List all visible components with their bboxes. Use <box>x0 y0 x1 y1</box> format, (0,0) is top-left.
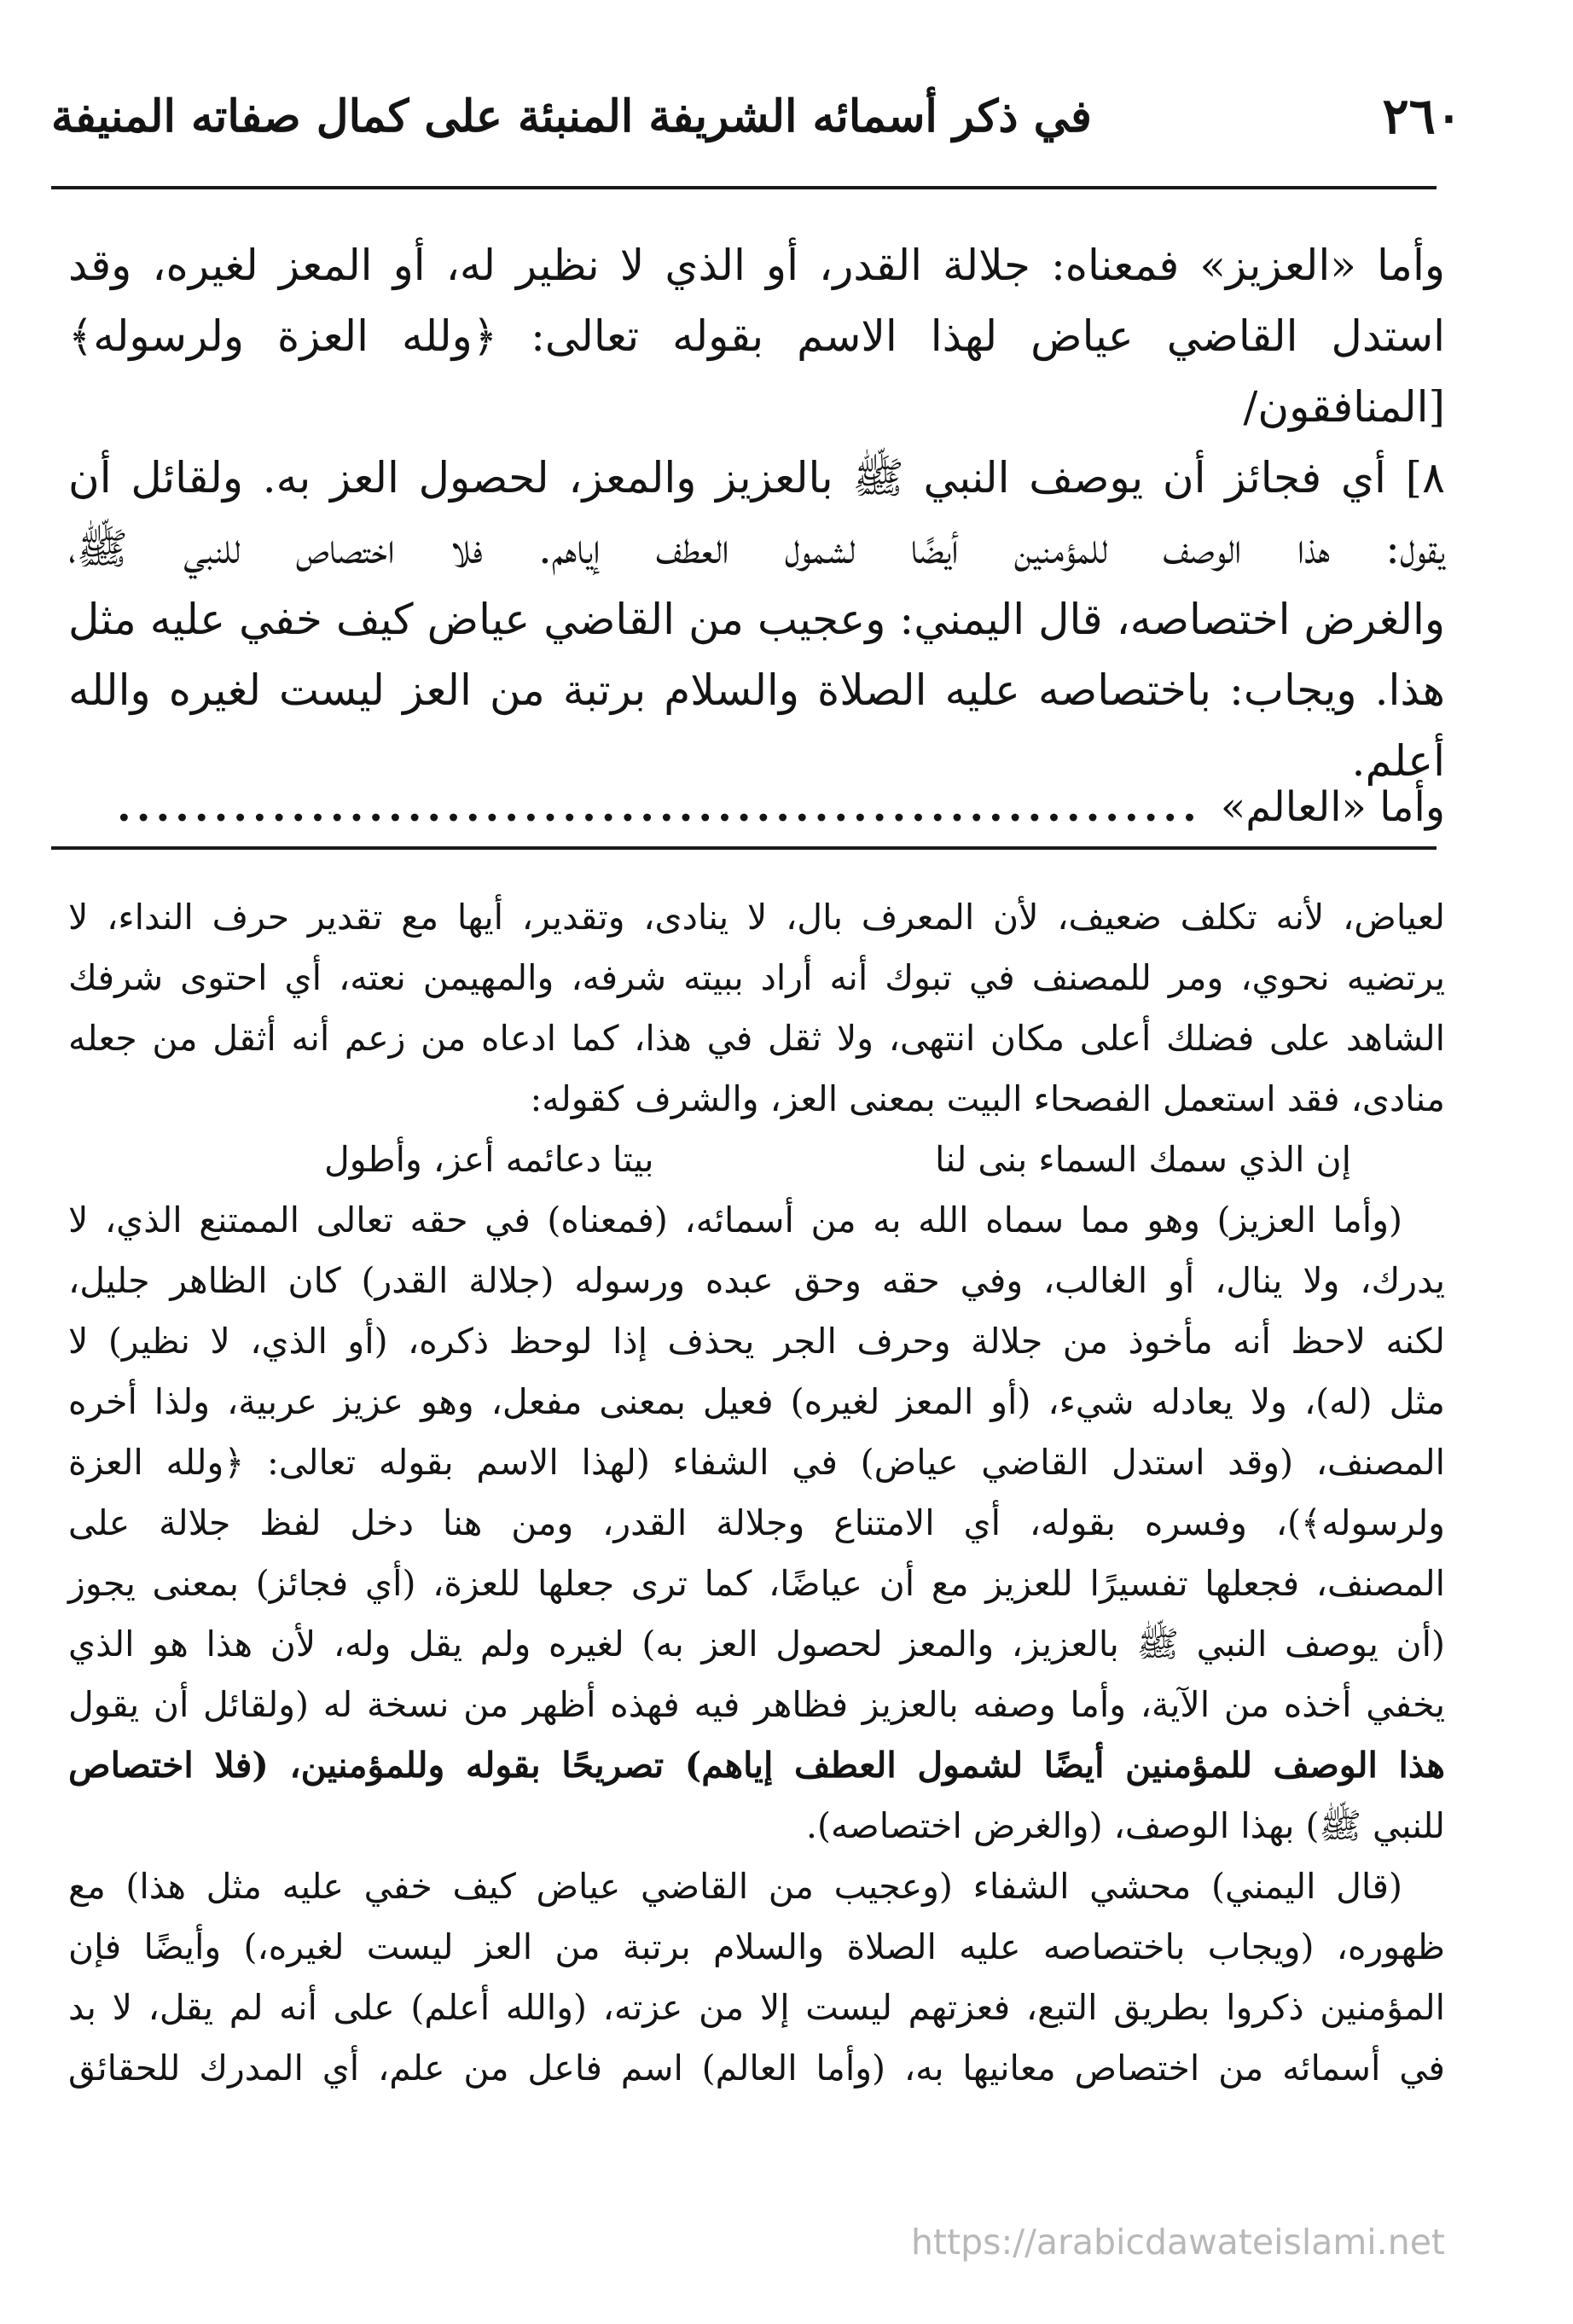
main-text-line: أعلم. <box>1351 736 1445 786</box>
source-watermark: https://arabicdawateislami.net <box>910 2222 1445 2263</box>
commentary-line: للنبي ﷺ) بهذا الوصف، (والغرض اختصاصه). <box>805 1805 1445 1846</box>
commentary-line: هذا الوصف للمؤمنين أيضًا لشمول العطف إياهم) تصريحًا بقوله وللمؤمنين، (فلا اختصاص <box>68 1745 1445 1786</box>
commentary-line: الشاهد على فضلك أعلى مكان انتهى، ولا ثقل في هذا، كما ادعاه من زعم أنه أثقل من جعله <box>68 1018 1445 1059</box>
main-text-line: وأما «العزيز» فمعناه: جلالة القدر، أو الذي لا نظير له، أو المعز لغيره، وقد <box>68 241 1445 290</box>
section-divider <box>51 846 1437 850</box>
page-number: ٢٦٠ <box>1382 87 1462 145</box>
commentary-line: يدرك، ولا ينال، أو الغالب، وفي حقه وحق عبده ورسوله (جلالة القدر) كان الظاهر جليل، <box>68 1260 1445 1301</box>
commentary-line: يرتضيه نحوي، ومر للمصنف في تبوك أنه أراد ببيته شرفه، والمهيمن نعته، أي احتوى شرفك <box>68 957 1445 998</box>
commentary-line: يخفي أخذه من الآية، وأما وصفه بالعزيز فظاهر فيه فهذه أظهر من نسخة له (ولقائل أن يقول <box>68 1684 1445 1725</box>
commentary-line: (أن يوصف النبي ﷺ بالعزيز، والمعز لحصول العز به) لغيره ولم يقل وله، لأن هذا هو الذي <box>68 1624 1445 1665</box>
running-title: في ذكر أسمائه الشريفة المنبئة على كمال صفاته المنيفة <box>51 90 1092 142</box>
main-text-line: هذا. ويجاب: باختصاصه عليه الصلاة والسلام برتبة من العز ليست لغيره والله <box>68 665 1445 715</box>
main-text-line: والغرض اختصاصه، قال اليمني: وعجيب من القاضي عياض كيف خفي عليه مثل <box>68 595 1445 644</box>
continuation-row <box>60 773 1445 841</box>
main-text <box>68 230 1445 797</box>
commentary-line: ظهوره، (ويجاب باختصاصه عليه الصلاة والسلام برتبة من العز ليست لغيره،) وأيضًا فإن <box>68 1926 1445 1967</box>
main-text-line: استدل القاضي عياض لهذا الاسم بقوله تعالى: ﴿ولله العزة ولرسوله﴾ [المنافقون/ <box>68 311 1445 432</box>
continuation-dots: ........................................................ <box>117 783 1202 831</box>
commentary-line: منادى، فقد استعمل الفصحاء البيت بمعنى العز، والشرف كقوله: <box>530 1078 1445 1119</box>
commentary-line: (وأما العزيز) وهو مما سماه الله به من أسمائه، (فمعناه) في حقه تعالى الممتنع الذي، لا <box>68 1200 1402 1240</box>
main-text-line: يقول: هذا الوصف للمؤمنين أيضًا لشمول العطف إياهم. فلا اختصاص للنبي ﷺ، <box>68 524 1445 573</box>
continuation-label: وأما «العالم» <box>1220 783 1445 831</box>
header-rule <box>51 186 1437 189</box>
commentary-line: ولرسوله﴾)، وفسره بقوله، أي الامتناع وجلالة القدر، ومن هنا دخل لفظ جلالة على <box>68 1502 1445 1543</box>
commentary-line: مثل (له)، ولا يعادله شيء، (أو المعز لغيره) فعيل بمعنى مفعل، وهو عزيز عربية، ولذا أخره <box>68 1381 1445 1422</box>
poetry-verse <box>68 1130 1445 1190</box>
commentary-line: لكنه لاحظ أنه مأخوذ من جلالة وحرف الجر يحذف إذا لوحظ ذكره، (أو الذي، لا نظير) لا <box>68 1321 1445 1362</box>
verse-first-hemistich: إن الذي سمك السماء بنى لنا <box>934 1139 1351 1180</box>
page-header <box>51 78 1462 172</box>
verse-second-hemistich: بيتا دعائمه أعز، وأطول <box>324 1139 654 1180</box>
commentary-line: المصنف، فجعلها تفسيرًا للعزيز مع أن عياضًا، كما ترى جعلها للعزة، (أي فجائز) بمعنى يجوز <box>68 1563 1445 1604</box>
commentary-line: لعياض، لأنه تكلف ضعيف، لأن المعرف بال، لا ينادى، وتقدير، أيها مع تقدير حرف النداء، لا <box>68 897 1445 938</box>
main-text-line: ٨] أي فجائز أن يوصف النبي ﷺ بالعزيز والمعز، لحصول العز به. ولقائل أن <box>68 453 1445 503</box>
commentary-line: المصنف، (وقد استدل القاضي عياض) في الشفاء (لهذا الاسم بقوله تعالى: ﴿ولله العزة <box>68 1442 1445 1483</box>
commentary-line: في أسمائه من اختصاص معانيها به، (وأما العالم) اسم فاعل من علم، أي المدرك للحقائق <box>68 2048 1445 2089</box>
commentary-line: المؤمنين ذكروا بطريق التبع، فعزتهم ليست إلا من عزته، (والله أعلم) على أنه لم يقل، لا بد <box>68 1987 1445 2028</box>
commentary-line: (قال اليمني) محشي الشفاء (وعجيب من القاضي عياض كيف خفي عليه مثل هذا) مع <box>68 1866 1402 1907</box>
commentary-text <box>68 887 1445 2099</box>
